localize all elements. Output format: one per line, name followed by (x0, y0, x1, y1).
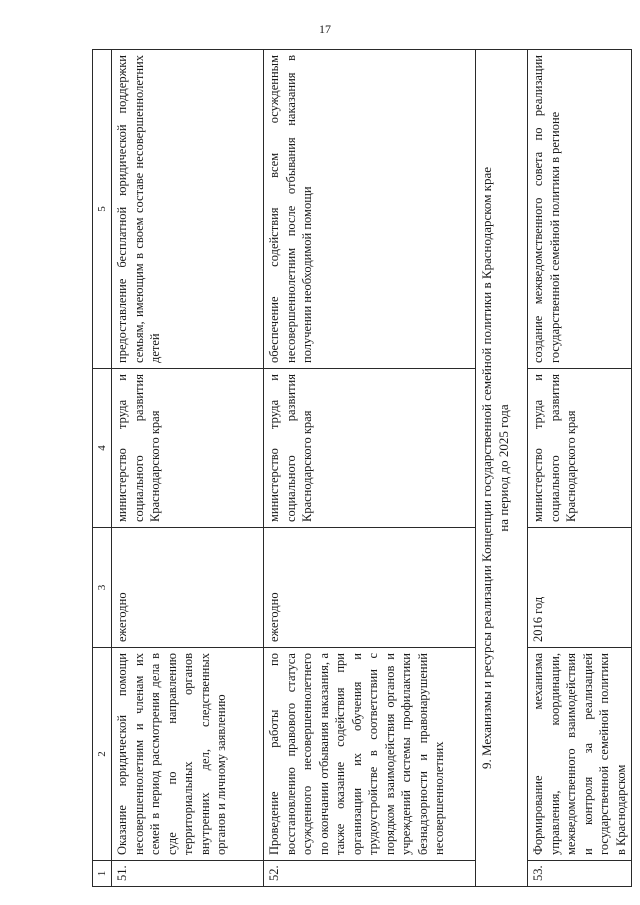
row-result: предоставление бесплатной юридической поддержки семьям, имеющим в своем составе несовершеннолетних детей (112, 50, 264, 369)
row-term: 2016 год (528, 528, 632, 648)
row-number: 53. (528, 861, 632, 887)
table-row-52 (264, 50, 476, 887)
column-number-3: 3 (93, 528, 112, 648)
section-heading (476, 50, 528, 887)
row-result: создание межведомственного совета по реализации государственной семейной политики в регионе (528, 50, 632, 369)
table-row-51 (112, 50, 264, 887)
rotated-table-container (92, 50, 628, 887)
column-number-4: 4 (93, 369, 112, 528)
row-term: ежегодно (112, 528, 264, 648)
section-heading-line-2: на период до 2025 года (496, 404, 512, 532)
measures-table (92, 49, 632, 887)
table-header-row (93, 50, 112, 887)
row-number: 51. (112, 861, 264, 887)
section-heading-row (476, 50, 528, 887)
section-heading-line-1: 9. Механизмы и ресурсы реализации Концепции государственной семейной политики в Краснодарском крае (479, 166, 494, 770)
row-executor: министерство труда и социального развития Краснодарского края (264, 369, 476, 528)
row-executor: министерство труда и социального развития Краснодарского края (112, 369, 264, 528)
row-measure: Оказание юридической помощи несовершеннолетним и членам их семей в период рассмотрения дела в суде по направлению территориальных органов внутренних дел, следственных органов и личному заявлению (112, 648, 264, 861)
table-row-53 (528, 50, 632, 887)
column-number-2: 2 (93, 648, 112, 861)
row-result: обеспечение содействия всем осужденным несовершеннолетним после отбывания наказания в получении необходимой помощи (264, 50, 476, 369)
column-number-1: 1 (93, 861, 112, 887)
row-number: 52. (264, 861, 476, 887)
page-number: 17 (319, 22, 331, 36)
column-number-5: 5 (93, 50, 112, 369)
row-term: ежегодно (264, 528, 476, 648)
row-measure: Формирование механизма управления, координации, межведомственного взаимодействия и контроля за реализацией государственной семейной политики в Краснодарском (528, 648, 632, 861)
row-executor: министерство труда и социального развития Краснодарского края (528, 369, 632, 528)
row-measure: Проведение работы по восстановлению правового статуса осужденного несовершеннолетнего по окончании отбывания наказания, а также оказание содействия при организации их обучения и трудоустройстве в соответствии с порядком взаимодействия органов и учреждений системы профилактики безнадзорности и правонарушений несовершеннолетних (264, 648, 476, 861)
